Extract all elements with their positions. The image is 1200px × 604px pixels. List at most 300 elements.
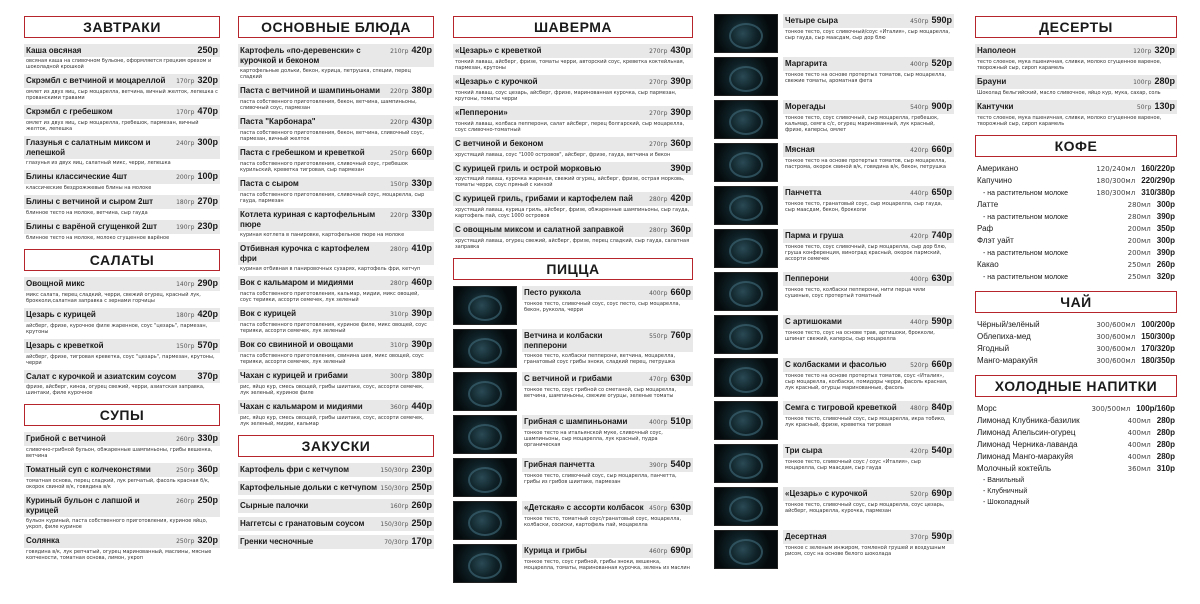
drink-price: 390р — [1156, 212, 1175, 221]
menu-item-description: паста собственного приготовления, сливочный соус, моцарелла, сыр гауда, пармезан — [240, 192, 425, 204]
menu-item-weight: 170гр — [176, 109, 195, 116]
menu-item-description: паста собственного приготовления, бекон, ветчина, шампиньоны, сливочный соус, пармезан — [240, 99, 417, 111]
menu-item-weight: 520гр — [910, 362, 929, 369]
menu-item-price: 630р — [670, 502, 691, 512]
drink-price: 170/320р — [1141, 344, 1175, 353]
menu-item-name: Паста с ветчиной и шампиньонами — [240, 86, 381, 95]
menu-item-description: тонкое тесто на основе протертых томатов, соус «Италия», сыр моцарелла, колбаски, помидоры черри, фасоль красная, лук красный, огурцы маринованные, фасоль — [785, 373, 948, 391]
menu-item-name: Паста "Карбонара" — [240, 117, 316, 126]
column-2 — [238, 6, 434, 553]
pizza-item — [714, 143, 954, 183]
soups-list — [24, 432, 220, 561]
drink-name: Ягодный — [977, 344, 1010, 353]
menu-item-price: 660р — [670, 287, 691, 297]
section-header-cold-drinks: ХОЛОДНЫЕ НАПИТКИ — [975, 375, 1177, 397]
pizza-item-body — [783, 444, 954, 484]
menu-item-bar — [238, 146, 434, 160]
drink-name: - Клубничный — [983, 488, 1028, 495]
menu-item-bar — [24, 136, 220, 159]
menu-item-bar — [453, 162, 693, 175]
menu-item-name: Наполеон — [977, 46, 1016, 55]
menu-item-name: Панчетта — [785, 188, 822, 197]
menu-item-description: тонкое тесто на итальянской муке, сливочный соус, шампиньоны, сыр моцарелла, лук красный, пудра органическая — [524, 430, 663, 448]
menu-item-description: тонкое тесто, соус сливочный/соус «Италия», сыр моцарелла, сыр гауда, сыр маасдам, сыр дор блю — [785, 29, 950, 41]
menu-item-price: 420р — [411, 45, 432, 55]
pizza-item-body — [783, 358, 954, 398]
menu-item — [24, 370, 220, 396]
menu-item-price: 380р — [411, 85, 432, 95]
menu-item — [453, 223, 693, 250]
pizza-photo — [453, 329, 517, 368]
menu-item-name: Цезарь с курицей — [26, 310, 96, 319]
drink-row — [975, 475, 1177, 486]
menu-item-weight: 420гр — [910, 147, 929, 154]
pizza-item — [714, 229, 954, 269]
menu-item — [24, 220, 220, 241]
pizza-item-body — [522, 501, 693, 541]
drink-volume: 200мл — [1127, 237, 1151, 245]
menu-item-price: 520р — [931, 58, 952, 68]
section-header-desserts: ДЕСЕРТЫ — [975, 16, 1177, 38]
menu-item-bar — [24, 534, 220, 548]
menu-item-description: тонкое тесто, соус сливочный, сыр моцарелла, сыр дор блю, груша конференция, виноград красный, окорок пармский, ассорти семечек — [785, 244, 947, 262]
menu-item-name: Маргарита — [785, 59, 828, 68]
section-header-pizza: ПИЦЦА — [453, 258, 693, 280]
menu-item-weight: 120гр — [1133, 48, 1152, 55]
drink-name: Облепиха-мед — [977, 332, 1031, 341]
drink-name: Американо — [977, 164, 1019, 173]
pizza-item — [453, 458, 693, 498]
drink-volume: 400мл — [1127, 417, 1151, 425]
pizza-item-body — [522, 286, 693, 326]
menu-item-description: паста собственного приготовления, сливочный соус, гребешок курильский, креветка тигровая, сыр пармезан — [240, 161, 408, 173]
section-header-salads: САЛАТЫ — [24, 249, 220, 271]
menu-item-name: Ветчина и колбаски пепперони — [524, 331, 603, 350]
menu-item-price: 360р — [670, 138, 691, 148]
menu-item-name: С артишоками — [785, 317, 842, 326]
menu-item-price: 280р — [1154, 76, 1175, 86]
menu-item-bar — [783, 444, 954, 458]
menu-item-price: 540р — [931, 445, 952, 455]
menu-item-description: тонкое тесто, соус на основе трав, артишоки, брокколи, шпинат свежий, каперсы, сыр моцарелла — [785, 330, 935, 342]
drink-volume: 400мл — [1127, 441, 1151, 449]
menu-item-weight: 170гр — [176, 78, 195, 85]
menu-item-bar — [24, 105, 220, 119]
menu-item — [238, 177, 434, 204]
menu-item-description: тонкое тесто, томатный соус/гранатовый соус, моцарелла, колбаски, сосиски, картофель пай, моцарелла — [524, 516, 682, 528]
pizza-photo — [453, 458, 517, 497]
menu-item-price: 420р — [197, 309, 218, 319]
pizza-item-body — [783, 100, 954, 140]
menu-item-weight: 250гр — [176, 467, 195, 474]
salads-list — [24, 277, 220, 396]
menu-item-bar — [453, 106, 693, 120]
menu-item-price: 660р — [411, 147, 432, 157]
menu-item-weight: 150гр — [390, 181, 409, 188]
menu-item-weight: 470гр — [649, 376, 668, 383]
menu-item-bar — [238, 463, 434, 477]
menu-item-bar — [522, 372, 693, 386]
menu-item-name: Картофель «по-деревенски» с курочкой и беконом — [240, 46, 361, 65]
menu-item-bar — [783, 401, 954, 415]
menu-item-weight: 150/30гр — [380, 485, 409, 492]
menu-item-weight: 180гр — [176, 312, 195, 319]
menu-item-name: Грибная панчетта — [524, 460, 595, 469]
menu-item-bar — [453, 137, 693, 151]
menu-item — [238, 84, 434, 111]
menu-item-price: 330р — [411, 209, 432, 219]
menu-item-name: «Цезарь» с курочкой — [785, 489, 868, 498]
menu-item-weight: 160гр — [390, 503, 409, 510]
menu-item — [975, 44, 1177, 71]
menu-item-description: тонкое тесто, соус грибной со сметаной, сыр моцарелла, ветчина, шампиньоны, свежие огурцы, зеленые томаты — [524, 387, 677, 399]
menu-item-weight: 400гр — [910, 61, 929, 68]
menu-item-bar — [975, 75, 1177, 89]
drink-volume: 360мл — [1127, 465, 1151, 473]
pizza-item — [453, 329, 693, 369]
menu-item-weight: 50гр — [1136, 104, 1152, 111]
drink-row — [975, 319, 1177, 331]
drink-name: Лимонад Черника-лаванда — [977, 440, 1078, 449]
menu-item — [24, 105, 220, 132]
menu-item-description: бульон куриный, паста собственного приготовления, куриное яйцо, укроп, филе куриное — [26, 518, 208, 530]
menu-item-bar — [783, 315, 954, 329]
menu-item — [975, 100, 1177, 127]
menu-item-price: 390р — [670, 163, 691, 173]
menu-item-price: 260р — [411, 500, 432, 510]
shawarma-list — [453, 44, 693, 250]
menu-item — [24, 170, 220, 191]
menu-item-name: Блины классические 4шт — [26, 172, 128, 181]
menu-item-weight: 550гр — [649, 333, 668, 340]
drink-price: 100р/160р — [1136, 404, 1175, 413]
menu-item-price: 590р — [931, 15, 952, 25]
menu-item-name: Пепперони — [785, 274, 829, 283]
menu-item-name: Паста с гребешком и креветкой — [240, 148, 365, 157]
menu-item-bar — [238, 115, 434, 129]
menu-item-weight: 270гр — [649, 141, 668, 148]
menu-item — [24, 463, 220, 490]
drink-volume: 180/300мл — [1096, 177, 1136, 185]
menu-item-name: Глазунья с салатным миксом и лепешкой — [26, 138, 151, 157]
menu-item-name: Цезарь с креветкой — [26, 341, 104, 350]
menu-item-name: Салат с курочкой и азиатским соусом — [26, 372, 177, 381]
menu-item-weight: 240гр — [176, 140, 195, 147]
menu-item-description: паста собственного приготовления, кальмар, мидии, микс овощей, соус терияки, ассорти семечек, лук зеленый — [240, 291, 420, 303]
menu-item-name: С ветчиной и беконом — [455, 139, 544, 148]
menu-item-weight: 220гр — [390, 119, 409, 126]
menu-item — [453, 44, 693, 71]
snacks-list — [238, 463, 434, 549]
drink-row — [975, 247, 1177, 259]
menu-item — [24, 136, 220, 166]
menu-item — [24, 74, 220, 101]
menu-item-description: айсберг, фризе, курочное филе жаренное, соус "цезарь", пармезан, крутоны — [26, 323, 208, 335]
menu-item-weight: 250гр — [390, 150, 409, 157]
menu-item — [238, 208, 434, 238]
menu-item-price: 360р — [197, 464, 218, 474]
menu-item — [238, 535, 434, 549]
menu-item-bar — [453, 192, 693, 206]
menu-item-weight: 370гр — [910, 534, 929, 541]
menu-item-name: Морегады — [785, 102, 826, 111]
drink-price: 310/380р — [1141, 188, 1175, 197]
menu-item-bar — [783, 186, 954, 200]
menu-item-weight: 260гр — [176, 436, 195, 443]
menu-item-name: Парма и груша — [785, 231, 844, 240]
column-3 — [453, 6, 693, 587]
drink-row — [975, 415, 1177, 427]
menu-item-name: Куриный бульон с лапшой и курицей — [26, 496, 140, 515]
menu-item-name: Четыре сыра — [785, 16, 838, 25]
menu-item-bar — [24, 308, 220, 322]
menu-item — [238, 463, 434, 477]
menu-item-weight: 270гр — [649, 48, 668, 55]
menu-item-price: 330р — [411, 178, 432, 188]
menu-item-bar — [238, 307, 434, 321]
drink-name: Морс — [977, 404, 997, 413]
pizza-item-body — [783, 143, 954, 183]
menu-item-description: хрустящий лаваш, огурец свежий, айсберг, фризе, перец сладкий, сыр гауда, салатная заправка — [455, 238, 690, 250]
pizza-photo — [714, 358, 778, 397]
menu-item-price: 410р — [411, 243, 432, 253]
section-header-breakfast: ЗАВТРАКИ — [24, 16, 220, 38]
menu-item-description: тонкое тесто, сливочный соус, соус песто, сыр моцарелла, бекон, руккола, черри — [524, 301, 681, 313]
menu-item-name: Гренки чесночные — [240, 537, 314, 546]
menu-item-name: Вок со свининой и овощами — [240, 340, 354, 349]
menu-item-weight: 450гр — [910, 18, 929, 25]
menu-item-price: 390р — [670, 76, 691, 86]
drink-volume: 400мл — [1127, 453, 1151, 461]
menu-item-weight: 270гр — [649, 110, 668, 117]
drink-name: - на растительном молоке — [983, 250, 1069, 257]
menu-item-price: 170р — [411, 536, 432, 546]
menu-item-bar — [24, 277, 220, 291]
drink-row — [975, 235, 1177, 247]
menu-item — [238, 481, 434, 495]
menu-item-description: омлет из двух яиц, сыр моцарелла, ветчина, вичный желток, лепешка с прованскими травами — [26, 89, 218, 101]
menu-item-price: 460р — [411, 277, 432, 287]
menu-item-description: блинное тесто на молоке, молоко сгущенное варёное — [26, 235, 170, 241]
drink-row — [975, 497, 1177, 508]
menu-item — [24, 339, 220, 366]
pizza-item — [714, 401, 954, 441]
menu-item-description: тонкое тесто, сливочный соус, сыр моцарелла, панчетта, грибы из грибов шиитаке, пармезан — [524, 473, 677, 485]
menu-item-weight: 220гр — [390, 212, 409, 219]
drink-price: 280р — [1156, 452, 1175, 461]
menu-item-bar — [24, 494, 220, 517]
menu-item-description: тонкое тесто на основе протертых томатов, сыр моцарелла, пастрома, окорок свиной в/к, говядина в/к, бекон, петрушка — [785, 158, 947, 170]
menu-item-price: 370р — [197, 371, 218, 381]
menu-item — [453, 137, 693, 158]
menu-item-bar — [783, 229, 954, 243]
menu-item-weight: 390гр — [649, 462, 668, 469]
menu-item-description: рис, яйцо кур, смесь овощей, грибы шиитаке, соус, ассорти семечек, лук зеленый, мидии, кальмар — [240, 415, 424, 427]
menu-item — [24, 44, 220, 70]
menu-item-name: Три сыра — [785, 446, 823, 455]
drink-price: 300р — [1156, 200, 1175, 209]
drink-volume: 300/500мл — [1091, 405, 1131, 413]
menu-item-bar — [453, 44, 693, 58]
menu-item-name: Солянка — [26, 536, 60, 545]
drink-row — [975, 331, 1177, 343]
column-5 — [975, 6, 1177, 508]
menu-item-description: тонкое тесто, соус сливочный, сыр моцарелла, гребешок, кальмар, семга с/с, огурец маринованный, лук красный, фризе, каперсы, омлет — [785, 115, 939, 133]
menu-item-price: 690р — [931, 488, 952, 498]
pizza-item — [714, 487, 954, 527]
menu-item-price: 230р — [411, 464, 432, 474]
drink-row — [975, 199, 1177, 211]
drink-name: Лимонад Клубника-базилик — [977, 416, 1080, 425]
menu-item-bar — [522, 286, 693, 300]
drink-price: 150/300р — [1141, 332, 1175, 341]
section-header-coffee: КОФЕ — [975, 135, 1177, 157]
drink-volume: 300/600мл — [1096, 357, 1136, 365]
menu-item-description: тонкий лаваш, колбаса пепперони, салат айсберг, перец болгарский, сыр моцарелла, соус сливочно-томатный — [455, 121, 685, 133]
drink-volume: 300/600мл — [1096, 345, 1136, 353]
menu-item-bar — [783, 272, 954, 286]
menu-item-price: 390р — [411, 308, 432, 318]
menu-item-description: хрустящий лаваш, курочка жареная, свежий огурец, айсберг, фризе, острая морковь, томаты черри, соус пряный с кинзой — [455, 176, 685, 188]
menu-item-weight: 440гр — [910, 319, 929, 326]
menu-item — [453, 75, 693, 102]
menu-item-name: Сырные палочки — [240, 501, 309, 510]
menu-item-name: Скрэмбл с ветчиной и моцареллой — [26, 76, 166, 85]
menu-item-name: С курицей гриль и острой морковью — [455, 164, 602, 173]
pizza-item-body — [783, 401, 954, 441]
pizza-item-body — [783, 57, 954, 97]
menu-item-description: рис, яйцо кур, смесь овощей, грибы шиитаке, соус, ассорти семечек, лук зеленый, куриное филе — [240, 384, 424, 396]
menu-item-description: томатная основа, перец сладкий, лук репчатый, фасоль красная б/к, окорок свиной в/к, говядина в/к — [26, 478, 210, 490]
menu-item-name: Отбивная курочка с картофелем фри — [240, 244, 370, 263]
cold-drinks-list — [975, 403, 1177, 508]
coffee-list — [975, 163, 1177, 283]
column-4 — [714, 14, 954, 573]
drink-row — [975, 403, 1177, 415]
pizza-photo — [714, 487, 778, 526]
menu-item-weight: 400гр — [649, 419, 668, 426]
pizza-photo — [714, 272, 778, 311]
pizza-item — [714, 530, 954, 570]
drink-row — [975, 355, 1177, 367]
drink-row — [975, 211, 1177, 223]
drink-row — [975, 451, 1177, 463]
menu-item-price: 250р — [197, 45, 218, 55]
menu-item-weight: 400гр — [910, 276, 929, 283]
menu-item-price: 690р — [670, 545, 691, 555]
menu-item-price: 390р — [411, 339, 432, 349]
section-header-shawarma: ШАВЕРМА — [453, 16, 693, 38]
menu-item-description: тонкий лаваш, айсберг, фризе, томаты черри, авторский соус, креветка коктейльная, пармезан, крутоны — [455, 59, 685, 71]
menu-item-description: говядина в/к, лук репчатый, огурец маринованный, маслины, мясные копчености, томатная основа, лимон, укроп — [26, 549, 212, 561]
menu-item-bar — [522, 415, 693, 429]
pizza-item — [714, 358, 954, 398]
drink-name: - на растительном молоке — [983, 274, 1069, 281]
menu-item-name: Чахан с кальмаром и мидиями — [240, 402, 363, 411]
menu-item-bar — [522, 458, 693, 472]
pizza-photo — [714, 100, 778, 139]
pizza-item-body — [783, 315, 954, 355]
pizza-item-body — [783, 14, 954, 54]
menu-item — [238, 115, 434, 142]
menu-item-bar — [24, 170, 220, 184]
menu-item-weight: 520гр — [910, 491, 929, 498]
menu-item-bar — [238, 535, 434, 549]
drink-name: Лимонад Манго-маракуйя — [977, 452, 1074, 461]
drink-price: 350р — [1156, 224, 1175, 233]
drink-row — [975, 163, 1177, 175]
drink-row — [975, 486, 1177, 497]
pizza-photo — [714, 401, 778, 440]
menu-item-weight: 190гр — [176, 224, 195, 231]
menu-item-description: паста собственного приготовления, свинина шея, микс овощей, соус терияки, ассорти семечек, лук зеленый — [240, 353, 424, 365]
desserts-list — [975, 44, 1177, 127]
menu-item-bar — [238, 208, 434, 231]
drink-name: Манго-маракуйя — [977, 356, 1038, 365]
menu-item-price: 440р — [411, 401, 432, 411]
menu-item-bar — [24, 195, 220, 209]
menu-item-name: Вок с курицей — [240, 309, 296, 318]
menu-item-weight: 420гр — [910, 448, 929, 455]
menu-item-bar — [238, 84, 434, 98]
pizza-item — [453, 372, 693, 412]
drink-volume: 280мл — [1127, 213, 1151, 221]
drink-volume: 200мл — [1127, 249, 1151, 257]
menu-item — [238, 517, 434, 531]
pizza-item — [453, 501, 693, 541]
menu-item-weight: 420гр — [910, 233, 929, 240]
menu-item — [24, 308, 220, 335]
pizza-item-body — [783, 487, 954, 527]
menu-item-weight: 280гр — [649, 227, 668, 234]
drink-price: 320р — [1156, 272, 1175, 281]
menu-item-price: 330р — [197, 433, 218, 443]
menu-item-bar — [24, 44, 220, 57]
pizza-item — [714, 272, 954, 312]
menu-item-price: 660р — [931, 359, 952, 369]
menu-item-price: 390р — [670, 107, 691, 117]
menu-item — [24, 494, 220, 530]
menu-item-weight: 310гр — [390, 342, 409, 349]
menu-item-description: тонкое тесто, сливочный соус, сыр моцарелла, икра тобико, лук красный, фризе, креветка тигровая — [785, 416, 946, 428]
pizza-list — [453, 286, 693, 584]
pizza-item-body — [783, 530, 954, 570]
drink-price: 220/290р — [1141, 176, 1175, 185]
menu-item-bar — [783, 487, 954, 501]
menu-item-price: 360р — [670, 224, 691, 234]
pizza-photo — [714, 229, 778, 268]
menu-item-name: Десертная — [785, 532, 827, 541]
menu-item — [238, 369, 434, 396]
menu-item-description: Шоколад бельгийский, масло сливочное, яйцо кур, мука, сахар, соль — [977, 90, 1161, 96]
menu-item-name: Котлета куриная с картофельным пюре — [240, 210, 376, 229]
menu-item-bar — [24, 463, 220, 477]
menu-item-weight: 140гр — [176, 281, 195, 288]
menu-item-name: Картофель фри с кетчупом — [240, 465, 350, 474]
menu-item-bar — [453, 75, 693, 89]
menu-item-bar — [238, 400, 434, 414]
menu-item-price: 590р — [931, 531, 952, 541]
menu-item-name: Картофельные дольки с кетчупом — [240, 483, 378, 492]
drink-name: Чёрный/зелёный — [977, 320, 1040, 329]
menu-item-weight: 70/30гр — [384, 539, 409, 546]
menu-item-name: Грибная с шампиньонами — [524, 417, 628, 426]
menu-item-bar — [522, 329, 693, 352]
menu-item-bar — [522, 544, 693, 558]
pizza-photo — [714, 14, 778, 53]
drink-name: Какао — [977, 260, 999, 269]
menu-item-description: айсберг, фризе, тигровая креветка, соус "цезарь", пармезан, крутоны, черри — [26, 354, 215, 366]
